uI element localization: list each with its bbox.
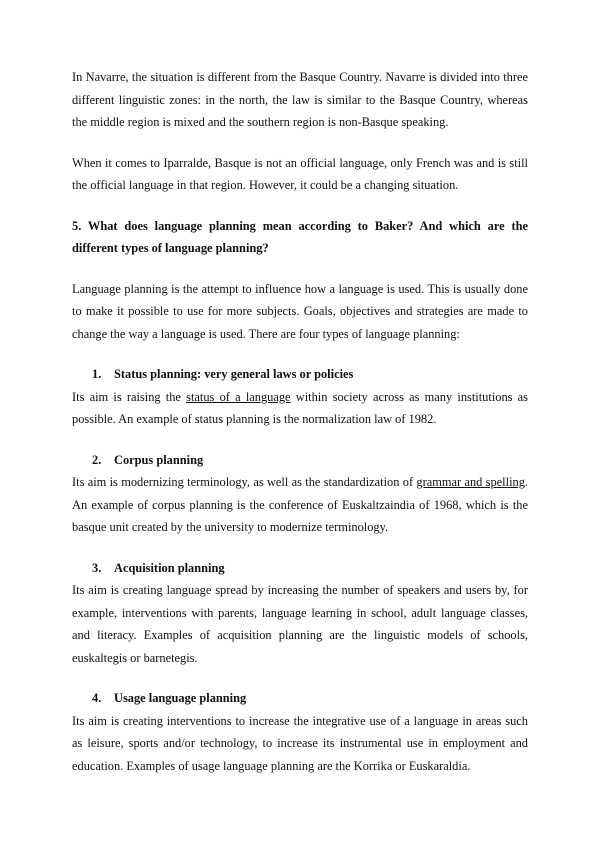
list-item-number: 4. xyxy=(92,691,102,705)
grammar-and-spelling-link[interactable]: grammar and spelling xyxy=(416,475,525,489)
list-item-body-corpus xyxy=(72,471,528,539)
list-item-number: 2. xyxy=(92,452,102,467)
list-item-title-acquisition xyxy=(92,557,528,580)
body-text: Its aim is raising the xyxy=(72,389,187,404)
list-item-heading: Corpus planning xyxy=(114,452,204,467)
list-item-number: 3. xyxy=(92,560,102,575)
list-item-title-corpus xyxy=(92,449,528,472)
list-item-title-usage xyxy=(92,687,528,710)
paragraph-navarre: In Navarre, the situation is different from the Basque Country. Navarre is divided into three different linguistic zones: in the north, the law is similar to the Basque Country, whereas the middle region is mixed and the southern region is non-Basque speaking. xyxy=(72,70,528,129)
list-item-body-usage: Its aim is creating interventions to increase the integrative use of a language in areas such as leisure, sports and/or technology, to increase its instrumental use in employment and education. Examples of usage language planning are the Korrika or Euskaraldia. xyxy=(72,713,528,773)
paragraph-iparralde: When it comes to Iparralde, Basque is not an official language, only French was and is still the official language in that region. However, it could be a changing situation. xyxy=(72,155,528,192)
list-item-body-status xyxy=(72,386,528,431)
paragraph-intro: Language planning is the attempt to influence how a language is used. This is usually done to make it possible to use for more subjects. Goals, objectives and strategies are made to change the way a language is used. There are four types of language planning: xyxy=(72,281,528,341)
list-item-body-acquisition: Its aim is creating language spread by increasing the number of speakers and users by, for example, interventions with parents, language learning in school, adult language classes, and literacy. Examples of acquisition planning are the linguistic models of schools, euskaltegis or barnetegis. xyxy=(72,583,528,665)
body-text: . An example of corpus planning is the conference of Euskaltzaindia of 1968, which is the basque unit created by the university to modernize terminology. xyxy=(72,475,529,534)
list-item-heading: Acquisition planning xyxy=(114,560,225,575)
body-text: within society across as many institutions as possible. An example of status planning is the normalization law of 1982. xyxy=(72,389,529,426)
list-item-title-status xyxy=(92,363,528,386)
status-of-language-link[interactable]: status of a language xyxy=(186,389,291,404)
document-page xyxy=(72,66,528,777)
question-heading: 5. What does language planning mean according to Baker? And which are the different types of language planning? xyxy=(72,218,528,255)
list-item-heading: Usage language planning xyxy=(114,691,247,705)
list-item-heading: Status planning: very general laws or policies xyxy=(114,367,354,381)
list-item-number: 1. xyxy=(92,367,102,381)
body-text: Its aim is modernizing terminology, as well as the standardization of xyxy=(72,475,417,489)
